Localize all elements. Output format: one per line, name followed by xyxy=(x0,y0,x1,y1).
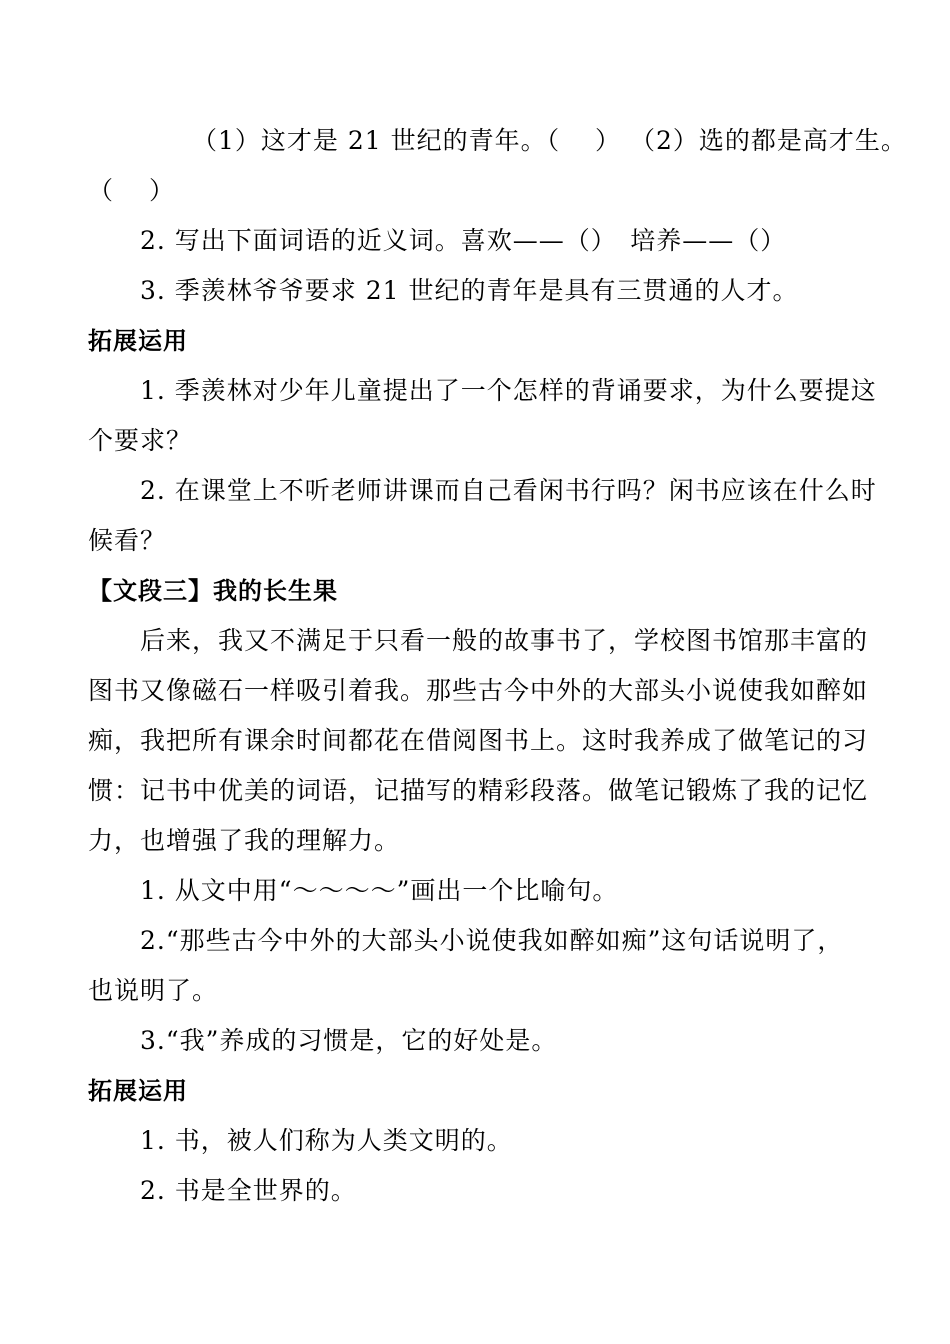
question-line: （1）这才是 21 世纪的青年。（ ） （2）选的都是高才生。 xyxy=(192,126,907,155)
passage-line: 力，也增强了我的理解力。 xyxy=(88,826,401,855)
question-line: 候看？ xyxy=(88,526,167,555)
question-line: 个要求？ xyxy=(88,426,193,455)
passage-line: 惯：记书中优美的词语，记描写的精彩段落。做笔记锻炼了我的记忆 xyxy=(88,776,869,805)
question-line: 1. 书，被人们称为人类文明的。 xyxy=(140,1126,513,1155)
question-line: 2. 写出下面词语的近义词。喜欢——（） 培养——（） xyxy=(140,226,787,255)
passage-line: 痴，我把所有课余时间都花在借阅图书上。这时我养成了做笔记的习 xyxy=(88,726,869,755)
passage-line: 图书又像磁石一样吸引着我。那些古今中外的大部头小说使我如醉如 xyxy=(88,676,869,705)
question-line: 2. 书是全世界的。 xyxy=(140,1176,357,1205)
question-line: 1. 季羡林对少年儿童提出了一个怎样的背诵要求，为什么要提这 xyxy=(140,376,877,405)
passage-line: 后来，我又不满足于只看一般的故事书了，学校图书馆那丰富的 xyxy=(140,626,869,655)
question-line: 3.“我”养成的习惯是，它的好处是。 xyxy=(140,1026,558,1055)
section-heading: 【文段三】我的长生果 xyxy=(88,577,338,605)
section-heading: 拓展运用 xyxy=(88,1077,188,1105)
question-line: 2.“那些古今中外的大部头小说使我如醉如痴”这句话说明了， xyxy=(140,926,844,955)
question-line: 1. 从文中用“～～～～”画出一个比喻句。 xyxy=(140,876,619,905)
section-heading: 拓展运用 xyxy=(88,327,188,355)
question-line: 3. 季羡林爷爷要求 21 世纪的青年是具有三贯通的人才。 xyxy=(140,276,799,305)
question-line: 2. 在课堂上不听老师讲课而自己看闲书行吗？闲书应该在什么时 xyxy=(140,476,877,505)
question-line: （ ） xyxy=(88,176,175,205)
question-line: 也说明了。 xyxy=(88,976,219,1005)
